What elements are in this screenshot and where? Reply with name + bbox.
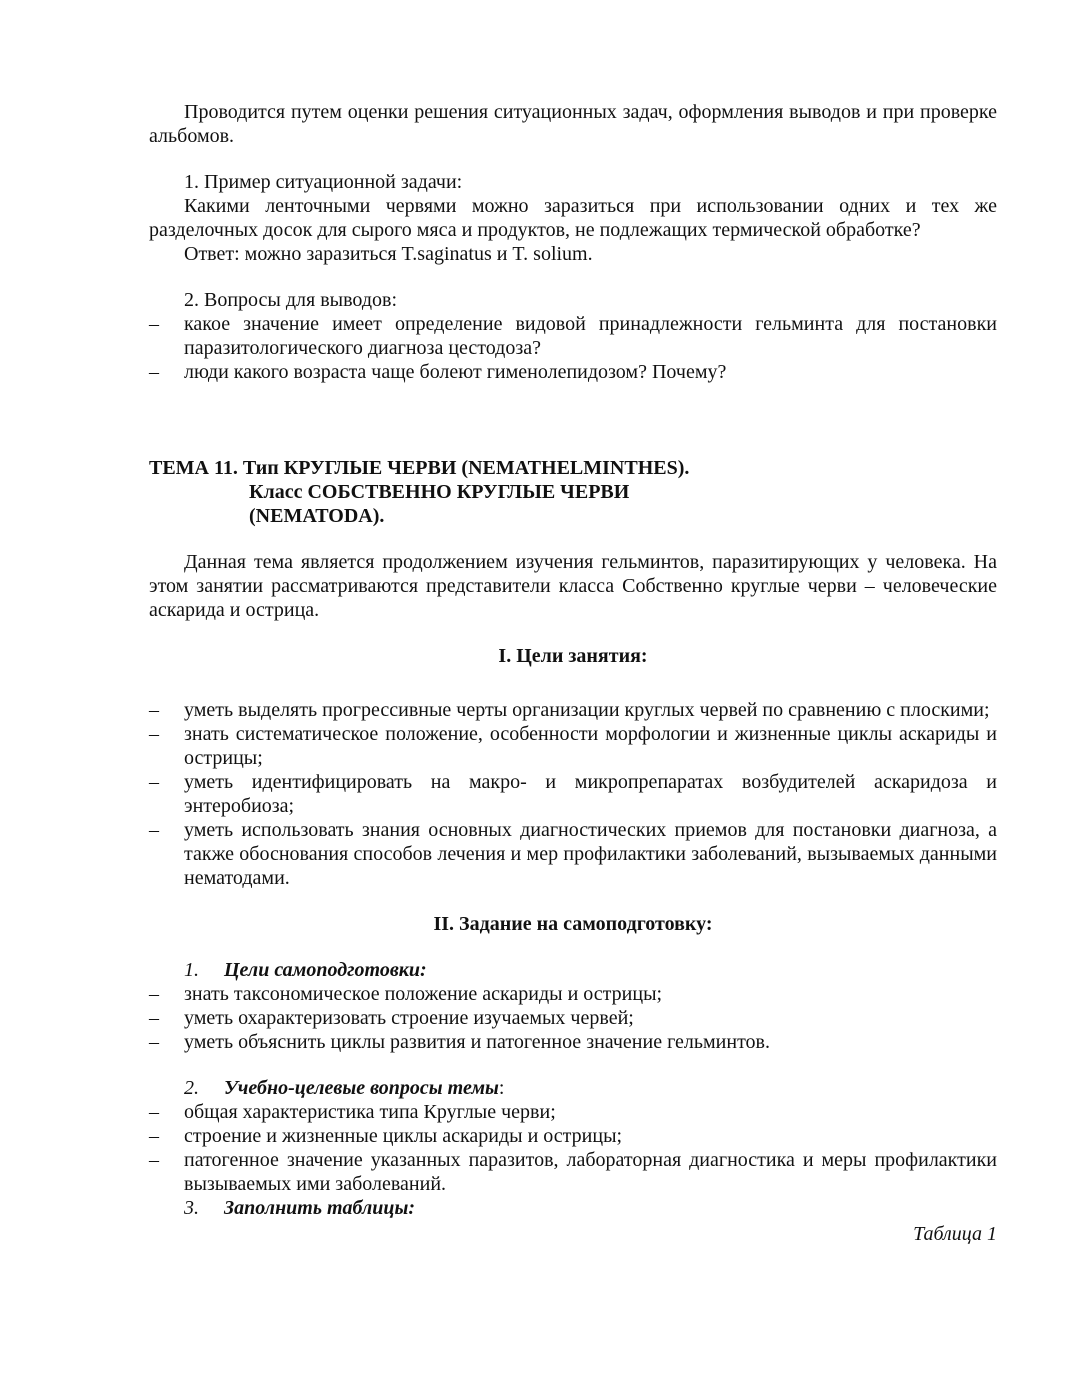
list-item: – уметь идентифицировать на макро- и микропрепаратах возбудителей аскаридоза и энтеробиоза; bbox=[149, 771, 997, 817]
fill-tables-heading: 3. Заполнить таблицы: bbox=[184, 1197, 416, 1219]
theme-title bbox=[149, 456, 997, 528]
list-item: – знать таксономическое положение аскариды и острицы; bbox=[149, 983, 663, 1005]
theme-title-line: (NEMATODA). bbox=[249, 505, 385, 527]
study-questions-list bbox=[149, 1100, 997, 1196]
bullet-dash: – bbox=[149, 361, 159, 383]
conclusions-list bbox=[149, 312, 997, 384]
bullet-dash: – bbox=[149, 819, 159, 841]
bullet-dash: – bbox=[149, 723, 159, 745]
bullet-dash: – bbox=[149, 1149, 159, 1171]
example-answer: Ответ: можно заразиться T.saginatus и T. solium. bbox=[184, 243, 593, 265]
bullet-dash: – bbox=[149, 983, 159, 1005]
bullet-dash: – bbox=[149, 699, 159, 721]
bullet-dash: – bbox=[149, 1031, 159, 1053]
assessment-paragraph: Проводится путем оценки решения ситуационных задач, оформления выводов и при проверке альбомов. bbox=[149, 101, 997, 147]
list-item: – уметь выделять прогрессивные черты организации круглых червей по сравнению с плоскими; bbox=[149, 699, 990, 721]
table-caption: Таблица 1 bbox=[913, 1223, 997, 1245]
theme-title-line: Класс СОБСТВЕННО КРУГЛЫЕ ЧЕРВИ bbox=[249, 481, 630, 503]
goals-list bbox=[149, 698, 997, 890]
selfprep-goals-heading: 1. Цели самоподготовки: bbox=[184, 959, 427, 981]
bullet-dash: – bbox=[149, 771, 159, 793]
bullet-dash: – bbox=[149, 1007, 159, 1029]
example-heading: 1. Пример ситуационной задачи: bbox=[184, 171, 463, 193]
theme-title-line: ТЕМА 11. Тип КРУГЛЫЕ ЧЕРВИ (NEMATHELMINTHES). bbox=[149, 457, 690, 479]
study-questions-heading: 2. Учебно-целевые вопросы темы: bbox=[184, 1077, 505, 1099]
selfprep-heading: II. Задание на самоподготовку: bbox=[433, 913, 713, 935]
list-item: – знать систематическое положение, особенности морфологии и жизненные циклы аскариды и острицы; bbox=[149, 723, 997, 769]
list-item: – уметь охарактеризовать строение изучаемых червей; bbox=[149, 1007, 634, 1029]
theme-intro: Данная тема является продолжением изучения гельминтов, паразитирующих у человека. На этом занятии рассматриваются представители класса Собственно круглые черви – человеческие аскарида и острица. bbox=[149, 551, 997, 621]
list-item: – люди какого возраста чаще болеют гименолепидозом? Почему? bbox=[149, 361, 727, 383]
selfprep-goals-list bbox=[149, 982, 997, 1054]
document-page bbox=[149, 100, 997, 1246]
list-item: – какое значение имеет определение видовой принадлежности гельминта для постановки паразитологического диагноза цестодоза? bbox=[149, 313, 997, 359]
list-item: – патогенное значение указанных паразитов, лабораторная диагностика и меры профилактики вызываемых ими заболеваний. bbox=[149, 1149, 997, 1195]
conclusions-heading: 2. Вопросы для выводов: bbox=[184, 289, 397, 311]
list-item: – уметь использовать знания основных диагностических приемов для постановки диагноза, а также обоснования способов лечения и мер профилактики заболеваний, вызываемых данными нематодами. bbox=[149, 819, 997, 889]
list-item: – строение и жизненные циклы аскариды и острицы; bbox=[149, 1125, 623, 1147]
example-question: Какими ленточными червями можно заразиться при использовании одних и тех же разделочных досок для сырого мяса и продуктов, не подлежащих термической обработке? bbox=[149, 195, 997, 241]
list-item: – общая характеристика типа Круглые черви; bbox=[149, 1101, 556, 1123]
list-item: – уметь объяснить циклы развития и патогенное значение гельминтов. bbox=[149, 1031, 770, 1053]
goals-heading: I. Цели занятия: bbox=[498, 645, 648, 667]
bullet-dash: – bbox=[149, 1125, 159, 1147]
bullet-dash: – bbox=[149, 313, 159, 335]
bullet-dash: – bbox=[149, 1101, 159, 1123]
